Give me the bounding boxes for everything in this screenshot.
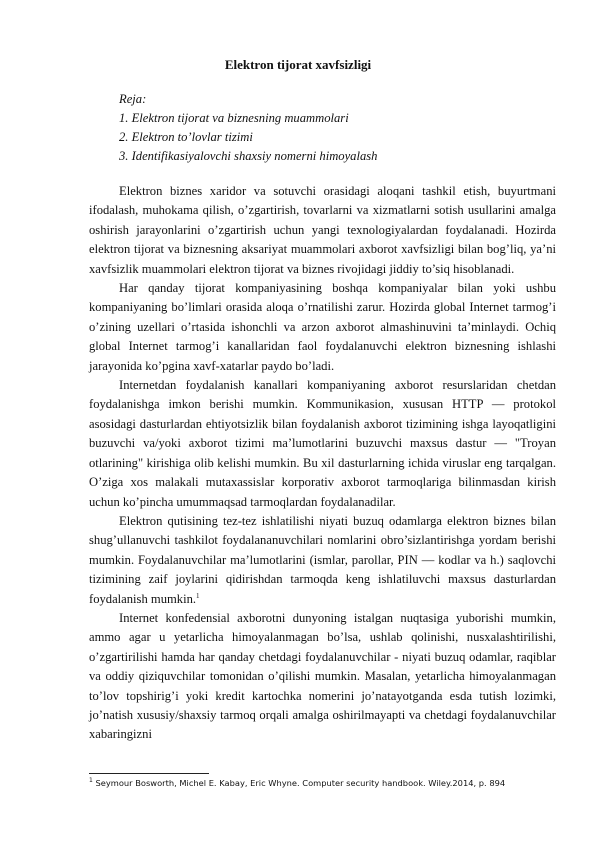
footnote-reference[interactable]: 1 [196, 591, 200, 600]
paragraph [89, 512, 556, 609]
footnote-divider [89, 773, 209, 774]
paragraph: Elektron biznes xaridor va sotuvchi orasidagi aloqani tashkil etish, buyurtmani ifodalash, muhokama qilish, o’zgartirish, tovarlarni va xizmatlarni sotish usullarini amalga oshirish jarayonlarini o’zgartirish uchun yangi texnologiyalardan foydalanadi. Hozirda elektron tijorat va biznesning aksariyat muammolari axborot xavfsizligi bilan bog’liq, ya’ni xavfsizlik muammolari elektron tijorat va biznes rivojidagi jiddiy to’siq hisoblanadi. [89, 184, 556, 276]
footnote-marker: 1 [89, 777, 93, 784]
document-title: Elektron tijorat xavfsizligi [224, 57, 372, 72]
plan-section [119, 90, 377, 166]
footnote [89, 777, 505, 788]
plan-item: 1. Elektron tijorat va biznesning muammolari [119, 111, 349, 125]
paragraph: Har qanday tijorat kompaniyasining boshqa kompaniyalar bilan yoki ushbu kompaniyaning bo’limlari orasida aloqa o’rnatilishi zarur. Hozirda global Internet tarmog’i o’zining uzellari o’rtasida ishonchli va arzon axborot almashinuvini ta’minlaydi. Ochiq global Internet tarmog’i kanallaridan faol foydalanuvchi elektron biznesning ishlashi jarayonida ko’pgina xavf-xatarlar paydo bo’ladi. [89, 281, 556, 373]
plan-item: 3. Identifikasiyalovchi shaxsiy nomerni himoyalash [119, 149, 378, 163]
paragraph-text: Elektron qutisining tez-tez ishlatilishi niyati buzuq odamlarga elektron biznes bilan shug’ullanuvchi tashkilot foydalananuvchilari nomlarini obro’sizlantirishga yordam berishi mumkin. Foydalanuvchilar ma’lumotlarini (ismlar, parollar, PIN — kodlar va h.) saqlovchi tizimining zaif joylarini qidirishdan tarmoqda keng ishlatiluvchi maxsus dasturlardan foydalanish mumkin. [89, 513, 556, 606]
plan-item: 2. Elektron to’lovlar tizimi [119, 130, 253, 144]
paragraph: Internetdan foydalanish kanallari kompaniyaning axborot resurslaridan chetdan foydalanishga imkon berishi mumkin. Kommunikasion, xususan HTTP — protokol asosidagi dasturlardan ehtiyotsizlik bilan foydalanish axborot tizimining ishga layoqatligini buzuvchi va/yoki axborot tizimi ma’lumotlarini buzuvchi maxsus dastur — "Troyan otlarining" kirishiga olib kelishi mumkin. Bu xil dasturlarning ichida viruslar eng tarqalgan. O’ziga xos malakali mutaxassislar korporativ axborot tarmoqlariga bilinmasdan kirish uchun ko’pincha umummaqsad tarmoqlardan foydalanadilar. [89, 378, 556, 509]
footnote-text: Seymour Bosworth, Michel E. Kabay, Eric Whyne. Computer security handbook. Wiley.2014, p. 894 [92, 777, 506, 788]
body-text [89, 182, 556, 745]
plan-heading: Reja: [119, 92, 147, 106]
paragraph: Internet konfedensial axborotni dunyoning istalgan nuqtasiga yuborishi mumkin, ammo agar u yetarlicha himoyalanmagan bo’lsa, ushlab qolinishi, nusxalashtirilishi, o’zgartirilishi hamda har qanday chetdagi foydalanuvchilar - niyati buzuq odamlar, raqiblar va oddiy qiziquvchilar tomonidan o’qilishi mumkin. Masalan, yetarlicha himoyalanmagan to’lov topshirig’i yoki kredit kartochka nomerini jo’natayotganda esda tutish lozimki, jo’natish xususiy/shaxsiy tarmoq orqali amalga oshirilmayapti va chetdagi foydalanuvchilar xabaringizni [89, 610, 556, 742]
